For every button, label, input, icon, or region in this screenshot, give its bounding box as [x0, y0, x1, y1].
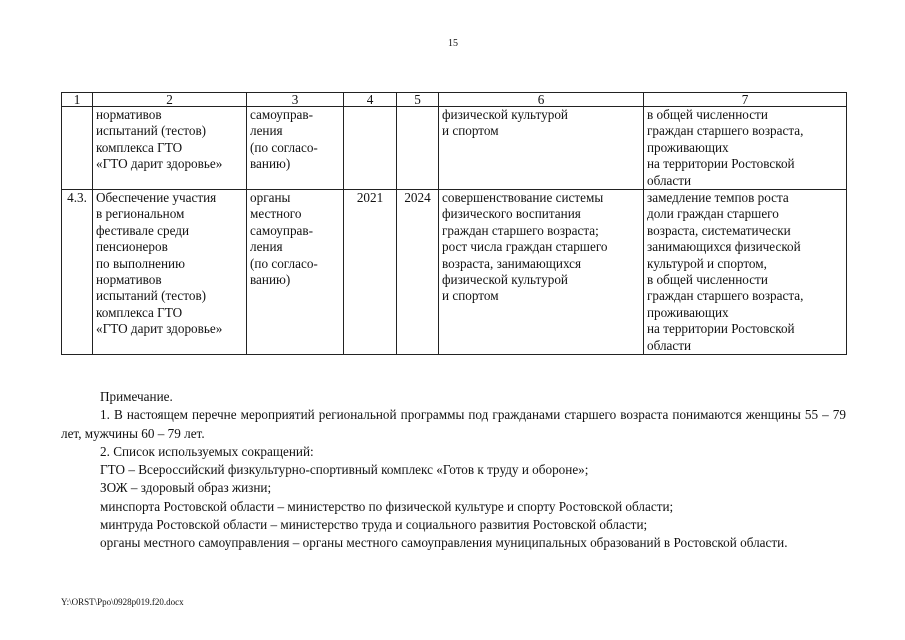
- cell-line: рост числа граждан старшего: [442, 239, 608, 255]
- cell-line: ления: [250, 123, 283, 139]
- cell-line: испытаний (тестов): [96, 288, 207, 304]
- indicator-cell: [644, 107, 847, 190]
- cell-line: совершенствование системы: [442, 190, 604, 206]
- end-year-cell: 2024: [397, 190, 439, 355]
- end-year-cell: [397, 107, 439, 190]
- cell-line: и спортом: [442, 288, 499, 304]
- cell-line: и спортом: [442, 123, 499, 139]
- notes-title: Примечание.: [100, 389, 173, 404]
- cell-line: органы: [250, 190, 291, 206]
- cell-line: доли граждан старшего: [647, 206, 779, 222]
- row-number: 4.3.: [62, 190, 93, 355]
- expected-result-cell: [439, 107, 644, 190]
- column-header-4: 4: [344, 93, 397, 107]
- cell-line: возраста, занимающихся: [442, 255, 582, 271]
- cell-line: (по согласо-: [250, 139, 318, 155]
- cell-line: «ГТО дарит здоровье»: [96, 321, 223, 337]
- cell-line: на территории Ростовской: [647, 321, 795, 337]
- cell-line: фестивале среди: [96, 222, 190, 238]
- cell-line: самоуправ-: [250, 222, 314, 238]
- notes-section: [61, 388, 846, 553]
- abbreviation-gto: ГТО – Всероссийский физкультурно-спортивный комплекс «Готов к труду и обороне»;: [100, 462, 589, 478]
- cell-line: области: [647, 337, 692, 353]
- file-path-footer: Y:\ORST\Ppo\0928p019.f20.docx: [61, 597, 184, 607]
- column-header-1: 1: [62, 93, 93, 107]
- column-header-6: 6: [439, 93, 644, 107]
- cell-line: ванию): [250, 272, 291, 288]
- cell-line: комплекса ГТО: [96, 139, 183, 155]
- cell-line: физической культурой: [442, 272, 568, 288]
- abbreviation-minsport: минспорта Ростовской области – министерство по физической культуре и спорту Ростовской области;: [100, 498, 674, 514]
- start-year-cell: [344, 107, 397, 190]
- cell-line: граждан старшего возраста,: [647, 288, 804, 304]
- cell-line: Обеспечение участия: [96, 190, 217, 206]
- cell-line: замедление темпов роста: [647, 190, 789, 206]
- cell-line: пенсионеров: [96, 239, 168, 255]
- column-header-5: 5: [397, 93, 439, 107]
- cell-line: физической культурой: [442, 107, 568, 122]
- abbreviation-zozh: ЗОЖ – здоровый образ жизни;: [100, 480, 272, 496]
- header-row: [62, 93, 847, 107]
- expected-result-cell: [439, 190, 644, 355]
- page-number: 15: [448, 38, 458, 49]
- cell-line: ления: [250, 239, 283, 255]
- start-year-cell: 2021: [344, 190, 397, 355]
- measure-name-cell: [93, 107, 247, 190]
- cell-line: проживающих: [647, 304, 729, 320]
- cell-line: по выполнению: [96, 255, 185, 271]
- cell-line: проживающих: [647, 139, 729, 155]
- cell-line: в общей численности: [647, 107, 768, 122]
- measure-name-cell: [93, 190, 247, 355]
- note-item-2: 2. Список используемых сокращений:: [100, 443, 314, 459]
- cell-line: граждан старшего возраста;: [442, 222, 599, 238]
- indicator-cell: [644, 190, 847, 355]
- cell-line: физического воспитания: [442, 206, 581, 222]
- row-number: [62, 107, 93, 190]
- cell-line: в общей численности: [647, 272, 768, 288]
- abbreviation-local-government: органы местного самоуправления – органы местного самоуправления муниципальных образований в Ростовской области.: [100, 535, 788, 551]
- executor-cell: [247, 107, 344, 190]
- cell-line: ванию): [250, 156, 291, 172]
- column-header-3: 3: [247, 93, 344, 107]
- table-row: [62, 107, 847, 190]
- column-header-7: 7: [644, 93, 847, 107]
- column-header-2: 2: [93, 93, 247, 107]
- table-row: [62, 190, 847, 355]
- cell-line: возраста, систематически: [647, 222, 791, 238]
- cell-line: в региональном: [96, 206, 185, 222]
- cell-line: самоуправ-: [250, 107, 314, 122]
- cell-line: граждан старшего возраста,: [647, 123, 804, 139]
- cell-line: нормативов: [96, 107, 162, 122]
- cell-line: «ГТО дарит здоровье»: [96, 156, 223, 172]
- note-item-1: 1. В настоящем перечне мероприятий региональной программы под гражданами старшего возраста понимаются женщины 55 – 79 лет, мужчины 60 – 79 лет.: [61, 407, 846, 441]
- cell-line: занимающихся физической: [647, 239, 801, 255]
- cell-line: комплекса ГТО: [96, 304, 183, 320]
- cell-line: нормативов: [96, 272, 162, 288]
- cell-line: испытаний (тестов): [96, 123, 207, 139]
- cell-line: на территории Ростовской: [647, 156, 795, 172]
- abbreviation-mintruda: минтруда Ростовской области – министерство труда и социального развития Ростовской области;: [100, 517, 648, 533]
- measures-table: [61, 92, 847, 355]
- cell-line: культурой и спортом,: [647, 255, 767, 271]
- cell-line: (по согласо-: [250, 255, 318, 271]
- executor-cell: [247, 190, 344, 355]
- cell-line: местного: [250, 206, 302, 222]
- cell-line: области: [647, 172, 692, 188]
